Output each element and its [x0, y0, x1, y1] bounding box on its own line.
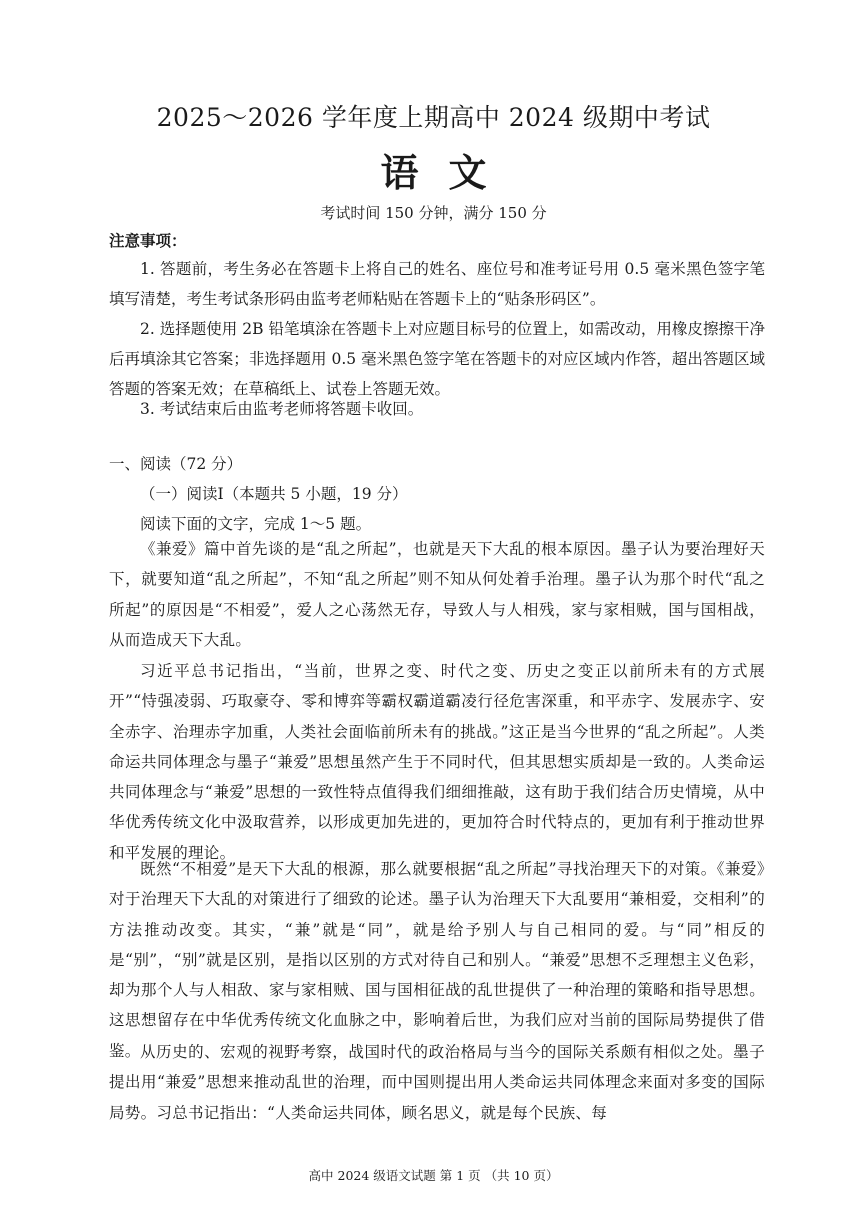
- notice-heading: 注意事项：: [109, 231, 187, 250]
- section-subheading: （一）阅读Ⅰ（本题共 5 小题，19 分）: [140, 485, 408, 503]
- passage-paragraph-1: 《兼爱》篇中首先谈的是“乱之所起”，也就是天下大乱的根本原因。墨子认为要治理好天下，就要知道“乱之所起”，不知“乱之所起”则不知从何处着手治理。墨子认为那个时代“乱之所起”的原因是“不相爱”，爱人之心荡然无存，导致人与人相残，家与家相贼，国与国相战，从而造成天下大乱。: [109, 540, 765, 649]
- notice-item-3: 3. 考试结束后由监考老师将答题卡收回。: [140, 400, 424, 418]
- exam-title: 2025～2026 学年度上期高中 2024 级期中考试: [156, 103, 711, 132]
- reading-instruction: 阅读下面的文字，完成 1～5 题。: [140, 515, 372, 533]
- subject-title: 语文: [380, 150, 517, 195]
- page-footer: 高中 2024 级语文试题 第 1 页 （共 10 页）: [308, 1168, 559, 1183]
- notice-item-2: 2. 选择题使用 2B 铅笔填涂在答题卡上对应题目标号的位置上，如需改动，用橡皮擦擦干净后再填涂其它答案；非选择题用 0.5 毫米黑色签字笔在答题卡的对应区域内作答，超出答题区域答题的答案无效；在草稿纸上、试卷上答题无效。: [109, 320, 765, 398]
- passage-paragraph-4: 从历史的、宏观的视野考察，战国时代的政治格局与当今的国际关系颇有相似之处。墨子提出用“兼爱”思想来推动乱世的治理，而中国则提出用人类命运共同体理念来面对多变的国际局势。习总书记指出：“人类命运共同体，顾名思义，就是每个民族、每: [109, 1043, 765, 1122]
- section-heading: 一、阅读（72 分）: [109, 455, 243, 473]
- passage-paragraph-3: 既然“不相爱”是天下大乱的根源，那么就要根据“乱之所起”寻找治理天下的对策。《兼爱》对于治理天下大乱的对策进行了细致的论述。墨子认为治理天下大乱要用“兼相爱，交相利”的方法推动改变。其实，“兼”就是“同”，就是给予别人与自己相同的爱。与“同”相反的是“别”，“别”就是区别，是指以区别的方式对待自己和别人。“兼爱”思想不乏理想主义色彩，却为那个人与人相敌、家与家相贼、国与国相征战的乱世提供了一种治理的策略和指导思想。这思想留存在中华优秀传统文化血脉之中，影响着后世，为我们应对当前的国际局势提供了借鉴。: [109, 860, 765, 1060]
- exam-meta: 考试时间 150 分钟，满分 150 分: [320, 204, 547, 222]
- passage-paragraph-2: 习近平总书记指出，“当前，世界之变、时代之变、历史之变正以前所未有的方式展开”“恃强凌弱、巧取豪夺、零和博弈等霸权霸道霸凌行径危害深重，和平赤字、发展赤字、安全赤字、治理赤字加重，人类社会面临前所未有的挑战。”这正是当今世界的“乱之所起”。人类命运共同体理念与墨子“兼爱”思想虽然产生于不同时代，但其思想实质却是一致的。人类命运共同体理念与“兼爱”思想的一致性特点值得我们细细推敲，这有助于我们结合历史情境，从中华优秀传统文化中汲取营养，以形成更加先进的，更加符合时代特点的，更加有利于推动世界和平发展的理论。: [109, 662, 765, 862]
- notice-item-1: 1. 答题前，考生务必在答题卡上将自己的姓名、座位号和准考证号用 0.5 毫米黑色签字笔填写清楚，考生考试条形码由监考老师粘贴在答题卡上的“贴条形码区”。: [109, 260, 765, 308]
